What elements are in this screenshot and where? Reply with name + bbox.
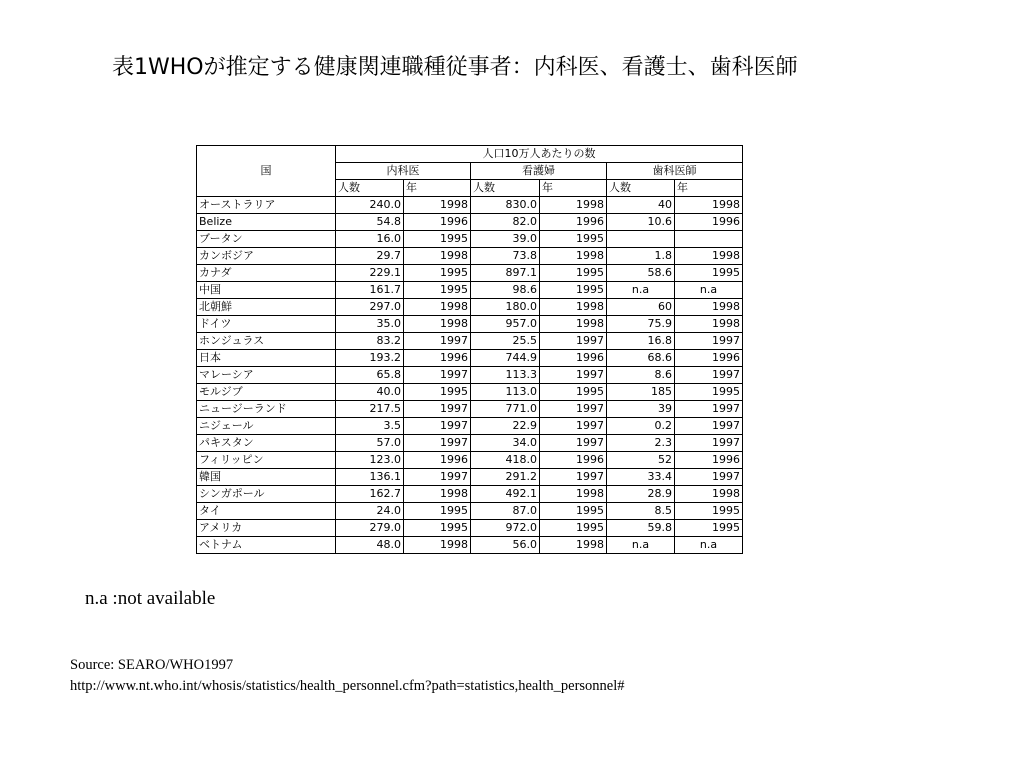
count-cell: 957.0: [471, 316, 540, 333]
source-url: http://www.nt.who.int/whosis/statistics/health_personnel.cfm?path=statistics,health_personnel#: [70, 678, 625, 694]
count-cell: 73.8: [471, 248, 540, 265]
count-cell: 136.1: [336, 469, 404, 486]
year-cell: n.a: [675, 537, 743, 554]
year-cell: 1998: [540, 486, 607, 503]
header-category-physician: 内科医: [336, 163, 471, 180]
year-cell: 1997: [675, 418, 743, 435]
health-personnel-table: [196, 145, 743, 554]
table-row: [197, 418, 743, 435]
year-cell: 1998: [540, 316, 607, 333]
year-cell: 1997: [404, 418, 471, 435]
count-cell: 185: [607, 384, 675, 401]
table-row: [197, 197, 743, 214]
country-cell: ブータン: [197, 231, 336, 248]
table-row: [197, 333, 743, 350]
count-cell: 161.7: [336, 282, 404, 299]
year-cell: 1997: [675, 333, 743, 350]
year-cell: 1995: [675, 384, 743, 401]
table-row: [197, 435, 743, 452]
count-cell: 65.8: [336, 367, 404, 384]
year-cell: 1996: [540, 350, 607, 367]
country-cell: タイ: [197, 503, 336, 520]
year-cell: 1997: [675, 367, 743, 384]
source-citation: [70, 655, 625, 697]
count-cell: 418.0: [471, 452, 540, 469]
header-sub-year: 年: [675, 180, 743, 197]
country-cell: Belize: [197, 214, 336, 231]
header-category-nurse: 看護婦: [471, 163, 607, 180]
year-cell: 1995: [675, 520, 743, 537]
header-country: 国: [197, 146, 336, 197]
count-cell: 39.0: [471, 231, 540, 248]
count-cell: 35.0: [336, 316, 404, 333]
year-cell: 1995: [540, 384, 607, 401]
year-cell: 1995: [404, 265, 471, 282]
country-cell: 中国: [197, 282, 336, 299]
year-cell: 1997: [675, 435, 743, 452]
count-cell: 193.2: [336, 350, 404, 367]
count-cell: 33.4: [607, 469, 675, 486]
slide-title: 表1WHOが推定する健康関連職種従事者：内科医、看護士、歯科医師: [112, 55, 798, 80]
count-cell: 744.9: [471, 350, 540, 367]
country-cell: ニジェール: [197, 418, 336, 435]
count-cell: 3.5: [336, 418, 404, 435]
table-row: [197, 316, 743, 333]
count-cell: 29.7: [336, 248, 404, 265]
year-cell: 1997: [404, 367, 471, 384]
year-cell: 1998: [675, 248, 743, 265]
count-cell: 22.9: [471, 418, 540, 435]
count-cell: 83.2: [336, 333, 404, 350]
table-body: [197, 197, 743, 554]
year-cell: 1997: [540, 367, 607, 384]
count-cell: 162.7: [336, 486, 404, 503]
year-cell: 1997: [540, 469, 607, 486]
table-row: [197, 282, 743, 299]
count-cell: 48.0: [336, 537, 404, 554]
country-cell: 日本: [197, 350, 336, 367]
count-cell: 40: [607, 197, 675, 214]
table-row: [197, 265, 743, 282]
count-cell: 8.6: [607, 367, 675, 384]
count-cell: 897.1: [471, 265, 540, 282]
count-cell: 28.9: [607, 486, 675, 503]
count-cell: 75.9: [607, 316, 675, 333]
table-row: [197, 384, 743, 401]
count-cell: 217.5: [336, 401, 404, 418]
count-cell: 297.0: [336, 299, 404, 316]
table-row: [197, 520, 743, 537]
year-cell: 1998: [404, 197, 471, 214]
table-row: [197, 486, 743, 503]
count-cell: 68.6: [607, 350, 675, 367]
header-sub-count: 人数: [607, 180, 675, 197]
year-cell: 1995: [404, 520, 471, 537]
year-cell: 1998: [540, 537, 607, 554]
count-cell: 229.1: [336, 265, 404, 282]
source-line: Source: SEARO/WHO1997: [70, 657, 234, 673]
year-cell: 1998: [404, 486, 471, 503]
table-row: [197, 469, 743, 486]
year-cell: 1997: [540, 435, 607, 452]
year-cell: 1995: [675, 503, 743, 520]
year-cell: 1997: [675, 469, 743, 486]
country-cell: モルジブ: [197, 384, 336, 401]
year-cell: 1995: [675, 265, 743, 282]
data-table-container: [196, 145, 743, 554]
count-cell: 59.8: [607, 520, 675, 537]
year-cell: 1997: [675, 401, 743, 418]
count-cell: 10.6: [607, 214, 675, 231]
year-cell: 1998: [404, 537, 471, 554]
table-row: [197, 503, 743, 520]
year-cell: 1998: [540, 197, 607, 214]
count-cell: 1.8: [607, 248, 675, 265]
count-cell: n.a: [607, 282, 675, 299]
count-cell: 16.0: [336, 231, 404, 248]
count-cell: 24.0: [336, 503, 404, 520]
country-cell: ホンジュラス: [197, 333, 336, 350]
year-cell: 1995: [540, 282, 607, 299]
year-cell: 1995: [540, 520, 607, 537]
country-cell: 北朝鮮: [197, 299, 336, 316]
count-cell: 771.0: [471, 401, 540, 418]
year-cell: 1995: [404, 384, 471, 401]
count-cell: n.a: [607, 537, 675, 554]
header-category-dentist: 歯科医師: [607, 163, 743, 180]
year-cell: 1997: [404, 469, 471, 486]
count-cell: 16.8: [607, 333, 675, 350]
country-cell: オーストラリア: [197, 197, 336, 214]
count-cell: 54.8: [336, 214, 404, 231]
table-row: [197, 350, 743, 367]
header-sub-year: 年: [404, 180, 471, 197]
year-cell: 1996: [540, 214, 607, 231]
count-cell: 240.0: [336, 197, 404, 214]
year-cell: 1997: [540, 418, 607, 435]
count-cell: 60: [607, 299, 675, 316]
year-cell: 1998: [404, 316, 471, 333]
footnote: n.a :not available: [85, 588, 216, 609]
year-cell: 1995: [540, 231, 607, 248]
count-cell: 123.0: [336, 452, 404, 469]
count-cell: 972.0: [471, 520, 540, 537]
count-cell: 87.0: [471, 503, 540, 520]
count-cell: 58.6: [607, 265, 675, 282]
year-cell: n.a: [675, 282, 743, 299]
year-cell: 1996: [404, 350, 471, 367]
country-cell: アメリカ: [197, 520, 336, 537]
count-cell: 180.0: [471, 299, 540, 316]
year-cell: 1996: [675, 214, 743, 231]
year-cell: 1997: [404, 435, 471, 452]
header-sub-count: 人数: [471, 180, 540, 197]
table-row: [197, 452, 743, 469]
country-cell: カナダ: [197, 265, 336, 282]
year-cell: 1995: [404, 282, 471, 299]
count-cell: 56.0: [471, 537, 540, 554]
table-row: [197, 248, 743, 265]
country-cell: マレーシア: [197, 367, 336, 384]
table-row: [197, 401, 743, 418]
year-cell: 1995: [404, 231, 471, 248]
header-group: 人口10万人あたりの数: [336, 146, 743, 163]
count-cell: 113.3: [471, 367, 540, 384]
table-row: [197, 367, 743, 384]
count-cell: [607, 231, 675, 248]
count-cell: 40.0: [336, 384, 404, 401]
count-cell: 57.0: [336, 435, 404, 452]
year-cell: 1998: [540, 248, 607, 265]
table-row: [197, 231, 743, 248]
header-sub-count: 人数: [336, 180, 404, 197]
count-cell: 2.3: [607, 435, 675, 452]
year-cell: 1995: [540, 503, 607, 520]
count-cell: 113.0: [471, 384, 540, 401]
year-cell: 1998: [404, 299, 471, 316]
count-cell: 0.2: [607, 418, 675, 435]
table-row: [197, 214, 743, 231]
count-cell: 25.5: [471, 333, 540, 350]
count-cell: 52: [607, 452, 675, 469]
year-cell: 1998: [675, 486, 743, 503]
count-cell: 39: [607, 401, 675, 418]
year-cell: 1998: [404, 248, 471, 265]
country-cell: ベトナム: [197, 537, 336, 554]
year-cell: 1995: [540, 265, 607, 282]
country-cell: パキスタン: [197, 435, 336, 452]
count-cell: 34.0: [471, 435, 540, 452]
year-cell: 1996: [675, 452, 743, 469]
year-cell: 1996: [675, 350, 743, 367]
table-row: [197, 537, 743, 554]
year-cell: 1998: [540, 299, 607, 316]
count-cell: 492.1: [471, 486, 540, 503]
year-cell: 1996: [540, 452, 607, 469]
count-cell: 291.2: [471, 469, 540, 486]
table-row: [197, 299, 743, 316]
year-cell: 1995: [404, 503, 471, 520]
year-cell: 1998: [675, 197, 743, 214]
count-cell: 830.0: [471, 197, 540, 214]
year-cell: 1997: [540, 333, 607, 350]
count-cell: 82.0: [471, 214, 540, 231]
country-cell: シンガポール: [197, 486, 336, 503]
year-cell: 1997: [540, 401, 607, 418]
count-cell: 8.5: [607, 503, 675, 520]
count-cell: 279.0: [336, 520, 404, 537]
country-cell: フィリッピン: [197, 452, 336, 469]
year-cell: 1996: [404, 452, 471, 469]
year-cell: 1997: [404, 333, 471, 350]
country-cell: 韓国: [197, 469, 336, 486]
year-cell: 1996: [404, 214, 471, 231]
count-cell: 98.6: [471, 282, 540, 299]
year-cell: 1998: [675, 316, 743, 333]
country-cell: ドイツ: [197, 316, 336, 333]
year-cell: 1998: [675, 299, 743, 316]
year-cell: 1997: [404, 401, 471, 418]
country-cell: ニュージーランド: [197, 401, 336, 418]
header-sub-year: 年: [540, 180, 607, 197]
year-cell: [675, 231, 743, 248]
country-cell: カンボジア: [197, 248, 336, 265]
